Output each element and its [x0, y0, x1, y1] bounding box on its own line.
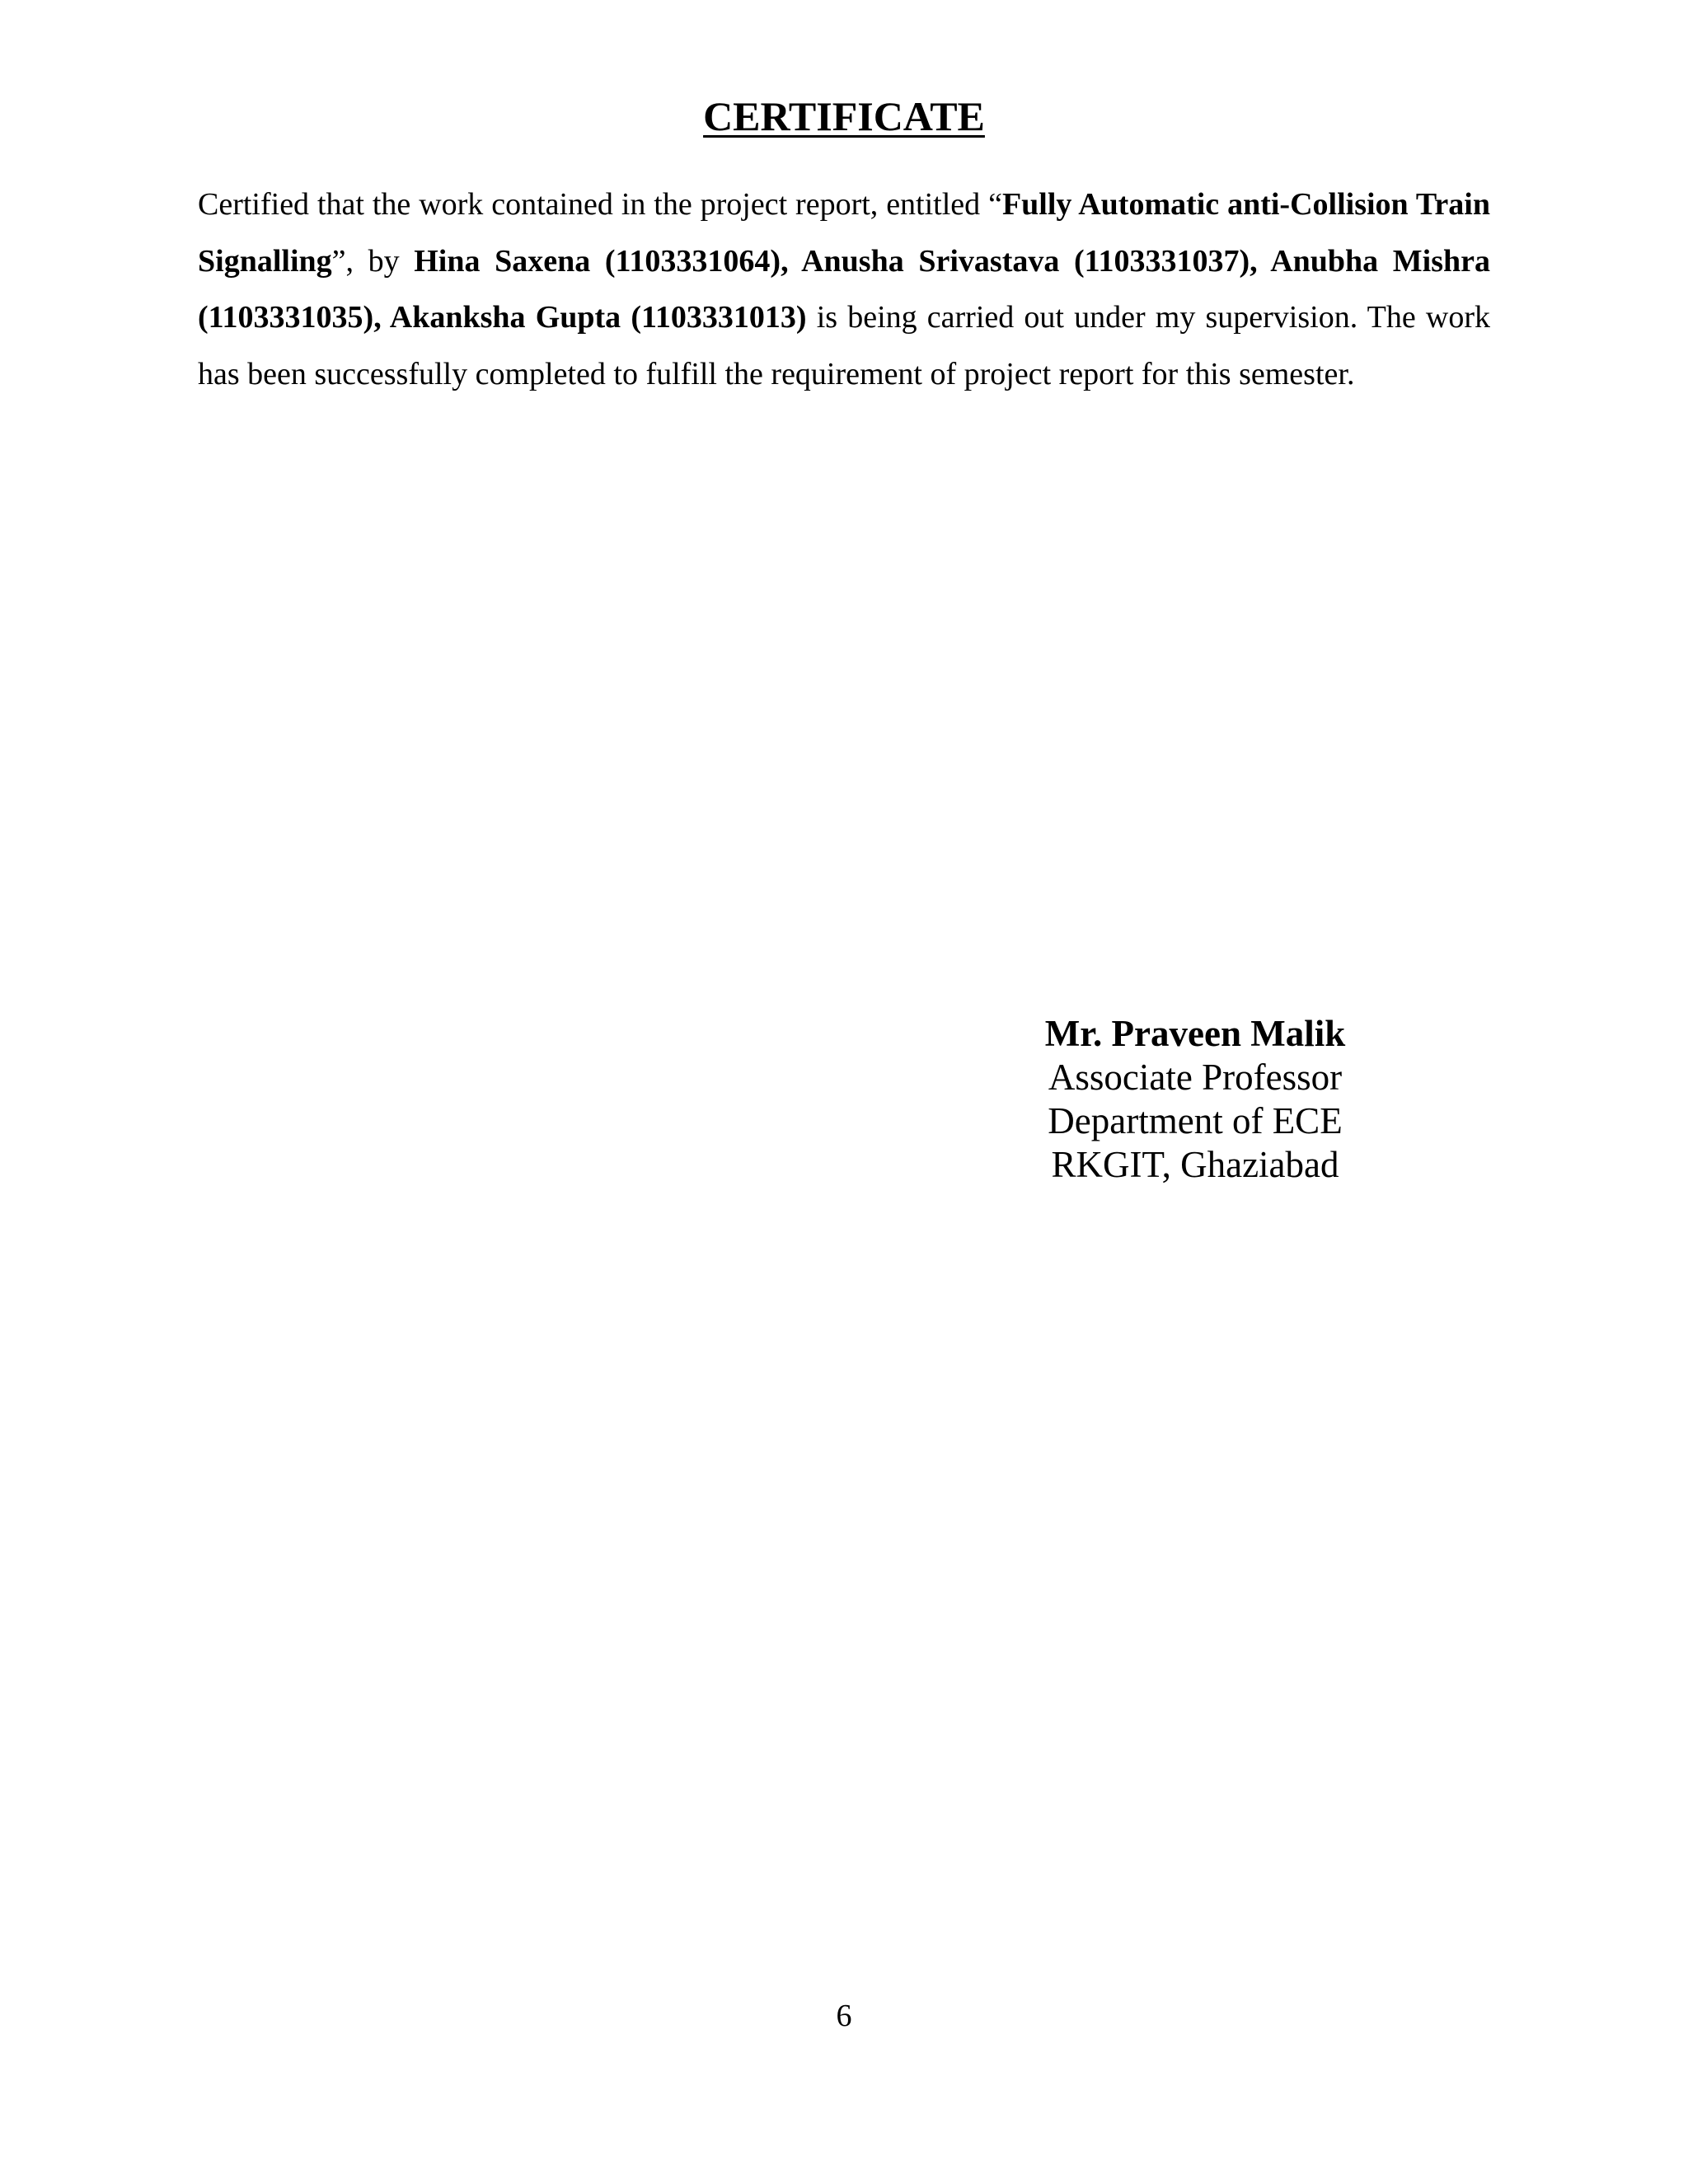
page-number: 6 [836, 1999, 852, 2033]
paragraph-after-title: ”, by [331, 243, 415, 279]
certificate-title: CERTIFICATE [703, 93, 985, 139]
certificate-paragraph [198, 176, 1490, 402]
signatory-designation: Associate Professor [1048, 1057, 1343, 1098]
student-list: Hina Saxena (1103331064), Anusha Srivastava (1103331037), Anubha Mishra (1103331035), Akanksha Gupta (1103331013) [198, 243, 1490, 335]
paragraph-closing: is being carried out under my supervision. The work has been successfully completed to fulfill the requirement of project report for this semester. [198, 300, 1490, 391]
signatory-name: Mr. Praveen Malik [1044, 1013, 1346, 1054]
paragraph-intro: Certified that the work contained in the project report, entitled “ [198, 187, 1002, 222]
signatory-institute: RKGIT, Ghaziabad [1051, 1144, 1339, 1185]
signature-block [1022, 1012, 1368, 1187]
project-title: Fully Automatic anti-Collision Train Signalling [198, 187, 1490, 279]
signatory-department: Department of ECE [1048, 1100, 1343, 1141]
